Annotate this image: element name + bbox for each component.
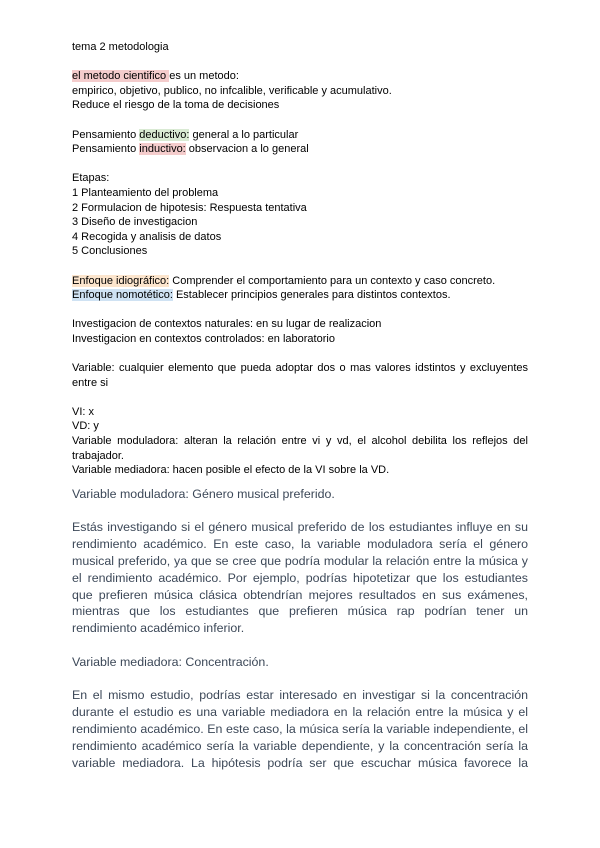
idiographic-term: Enfoque idiográfico: <box>72 274 170 287</box>
document-title: tema 2 metodologia <box>72 41 169 53</box>
nomothetic-term: Enfoque nomotético: <box>72 289 173 302</box>
controlled-context: Investigacion en contextos controlados: en laboratorio <box>72 332 335 345</box>
stages-heading: Etapas: <box>72 172 110 185</box>
dependent-variable: VD: y <box>72 420 99 433</box>
mediator-example-heading: Variable mediadora: Concentración. <box>72 654 269 669</box>
stage-item: 3 Diseño de investigacion <box>72 216 198 229</box>
stage-item: 5 Conclusiones <box>72 245 148 258</box>
document-page <box>72 40 528 771</box>
stage-item: 1 Planteamiento del problema <box>72 186 219 199</box>
deductive-rest: general a lo particular <box>189 128 299 141</box>
scientific-method-highlight: el metodo cientifico <box>72 70 170 83</box>
inductive-thinking <box>72 142 528 157</box>
deductive-thinking <box>72 128 528 143</box>
deductive-prefix: Pensamiento <box>72 128 140 141</box>
inductive-rest: observacion a lo general <box>185 143 309 156</box>
mediator-example-text: En el mismo estudio, podrías estar interesado en investigar si la concentración durante el estudio es una variable mediadora en la relación entre la música y el rendimiento académico. En este caso, la música sería la variable independiente, el rendimiento académico sería la variable dependiente, y la concentración sería la variable mediadora. La hipótesis podría ser que escuchar música favorece la <box>72 688 528 770</box>
stage-item: 2 Formulacion de hipotesis: Respuesta tentativa <box>72 201 307 214</box>
idiographic-rest: Comprender el comportamiento para un contexto y caso concreto. <box>169 274 496 287</box>
nomothetic-rest: Establecer principios generales para distintos contextos. <box>172 289 451 302</box>
moderator-example-text: Estás investigando si el género musical preferido de los estudiantes influye en su rendimiento académico. En este caso, la variable moduladora sería el género musical preferido, ya que se cree que podría modular la relación entre la música y el rendimiento académico. Por ejemplo, podrías hipotetizar que los estudiantes que prefieren música clásica obtendrían mejores resultados en sus exámenes, mientras que los estudiantes que prefieren música rap podrían tener un rendimiento académico inferior. <box>72 520 528 636</box>
idiographic-approach <box>72 274 528 289</box>
scientific-method-rest: es un metodo: <box>169 70 239 83</box>
mediator-variable-definition: Variable mediadora: hacen posible el efecto de la VI sobre la VD. <box>72 464 390 477</box>
deductive-term: deductivo: <box>139 128 190 141</box>
scientific-method-line <box>72 69 528 84</box>
moderator-example-heading: Variable moduladora: Género musical preferido. <box>72 486 335 501</box>
independent-variable: VI: x <box>72 405 95 418</box>
stage-item: 4 Recogida y analisis de datos <box>72 230 222 243</box>
moderator-variable-definition: Variable moduladora: alteran la relación entre vi y vd, el alcohol debilita los reflejos del trabajador. <box>72 435 528 462</box>
inductive-prefix: Pensamiento <box>72 143 140 156</box>
scientific-method-risk: Reduce el riesgo de la toma de decisiones <box>72 99 280 112</box>
inductive-term: inductivo: <box>139 143 186 156</box>
variable-definition: Variable: cualquier elemento que pueda adoptar dos o mas valores idstintos y excluyentes entre si <box>72 362 528 389</box>
natural-context: Investigacion de contextos naturales: en su lugar de realizacion <box>72 318 382 331</box>
nomothetic-approach <box>72 288 528 303</box>
scientific-method-properties: empirico, objetivo, publico, no infcalible, verificable y acumulativo. <box>72 84 392 97</box>
